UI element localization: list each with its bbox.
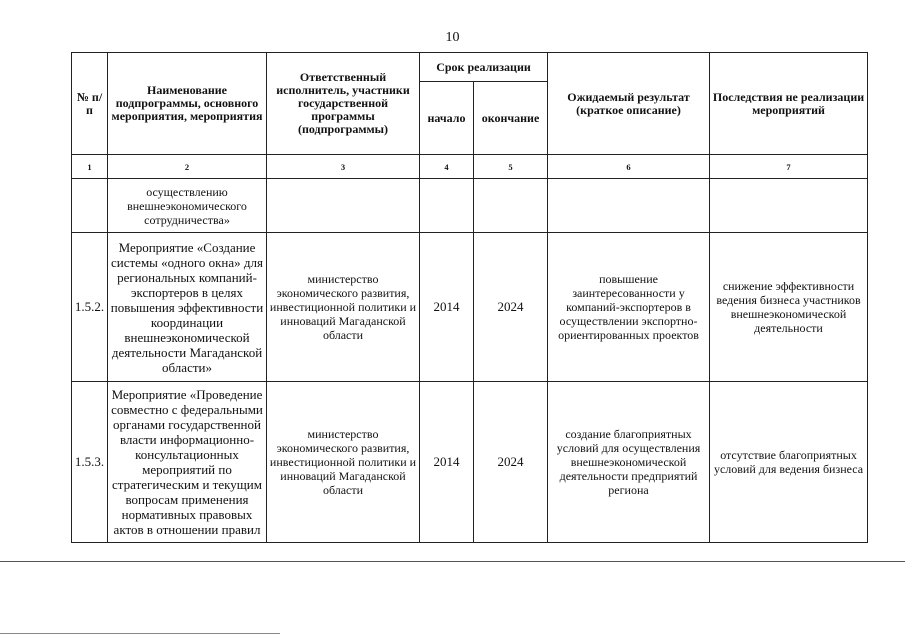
- row-end: [474, 179, 548, 233]
- column-number: 1: [72, 155, 108, 179]
- scan-edge-line: [0, 561, 905, 562]
- row-responsible: [267, 179, 420, 233]
- column-number: 7: [710, 155, 868, 179]
- row-consequences: снижение эффективности ведения бизнеса участников внешнеэкономической деятельности: [710, 233, 868, 382]
- column-numbers-row: [72, 155, 868, 179]
- row-consequences: отсутствие благоприятных условий для ведения бизнеса: [710, 382, 868, 543]
- scan-edge-line-short: [0, 633, 280, 634]
- column-number: 2: [108, 155, 267, 179]
- column-number: 5: [474, 155, 548, 179]
- row-name: Мероприятие «Создание системы «одного окна» для региональных компаний-экспортеров в целях повышения эффективности координации внешнеэкономической деятельности Магаданской области»: [108, 233, 267, 382]
- row-responsible: министерство экономического развития, инвестиционной политики и инноваций Магаданской области: [267, 233, 420, 382]
- row-num: [72, 179, 108, 233]
- row-name: осуществлению внешнеэкономического сотрудничества»: [108, 179, 267, 233]
- header-period: Срок реализации: [420, 53, 548, 82]
- table-row: [72, 382, 868, 543]
- row-num: 1.5.3.: [72, 382, 108, 543]
- row-result: повышение заинтересованности у компаний-экспортеров в осуществлении экспортно-ориентированных проектов: [548, 233, 710, 382]
- header-start: начало: [420, 82, 474, 155]
- row-consequences: [710, 179, 868, 233]
- column-number: 6: [548, 155, 710, 179]
- row-result: [548, 179, 710, 233]
- row-start: 2014: [420, 382, 474, 543]
- page-number: 10: [445, 30, 460, 45]
- table-row: [72, 233, 868, 382]
- header-result: Ожидаемый результат (краткое описание): [548, 53, 710, 155]
- row-start: 2014: [420, 233, 474, 382]
- column-number: 4: [420, 155, 474, 179]
- header-consequences: Последствия не реализации мероприятий: [710, 53, 868, 155]
- header-row-1: [72, 53, 868, 82]
- row-end: 2024: [474, 233, 548, 382]
- column-number: 3: [267, 155, 420, 179]
- row-num: 1.5.2.: [72, 233, 108, 382]
- row-result: создание благоприятных условий для осуществления внешнеэкономической деятельности предприятий региона: [548, 382, 710, 543]
- header-num: № п/п: [72, 53, 108, 155]
- header-responsible: Ответственный исполнитель, участники государственной программы (подпрограммы): [267, 53, 420, 155]
- header-end: окончание: [474, 82, 548, 155]
- row-end: 2024: [474, 382, 548, 543]
- row-start: [420, 179, 474, 233]
- header-name: Наименование подпрограммы, основного мероприятия, мероприятия: [108, 53, 267, 155]
- row-responsible: министерство экономического развития, инвестиционной политики и инноваций Магаданской области: [267, 382, 420, 543]
- program-activities-table: [71, 52, 868, 543]
- row-name: Мероприятие «Проведение совместно с федеральными органами государственной власти информационно-консультационных мероприятий по стратегическим и текущим вопросам применения нормативных правовых актов в отношении правил: [108, 382, 267, 543]
- table-row: [72, 179, 868, 233]
